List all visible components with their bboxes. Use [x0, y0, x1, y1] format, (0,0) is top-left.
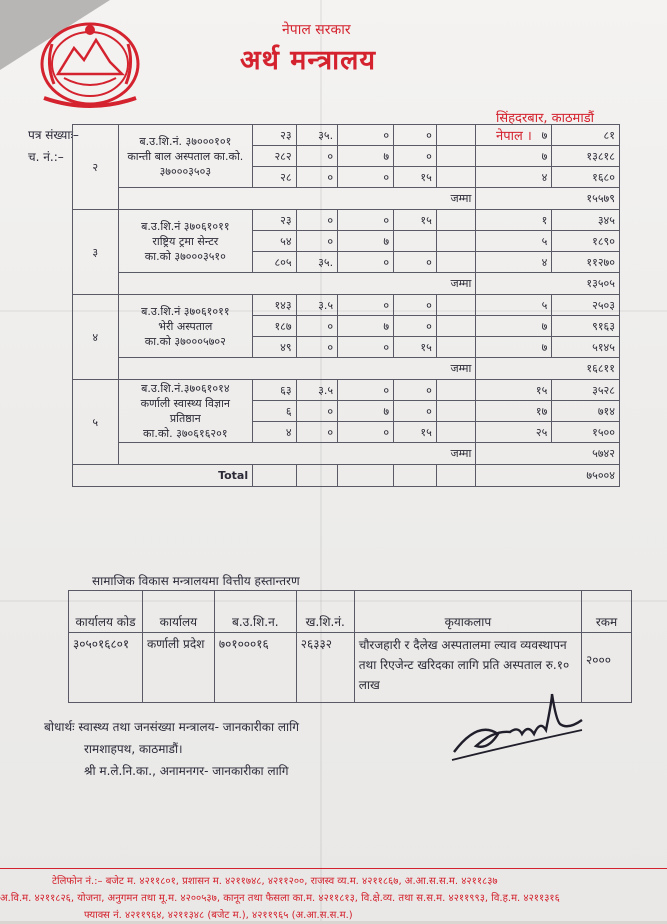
value-cell: १५: [394, 210, 437, 231]
hospital-name-line: ब.उ.शि.नं ३७०६१०११: [141, 304, 230, 318]
value-cell: ०: [338, 422, 394, 443]
hospital-name-line: भेरी अस्पताल: [158, 319, 213, 333]
value-cell: ७: [338, 231, 394, 252]
expense-code-cell: २६३३२: [296, 633, 354, 703]
table-header-cell: ख.शि.नं.: [296, 591, 354, 633]
value-cell: [436, 167, 476, 188]
subtotal-row: [73, 273, 620, 295]
empty-cell: [394, 465, 437, 487]
value-cell: ३४५: [552, 210, 620, 231]
footer-line: फ्याक्स नं. ४२११९६४, ४२११३४८ (बजेट म.), ४२११९६५ (अ.आ.स.स.म.): [84, 910, 353, 921]
value-cell: ३.५: [296, 295, 337, 316]
value-cell: ७: [338, 146, 394, 167]
value-cell: १५: [394, 422, 437, 443]
grand-total-row: [73, 465, 620, 487]
value-cell: ०: [338, 167, 394, 188]
value-cell: [436, 337, 476, 358]
value-cell: ०: [394, 401, 437, 422]
patra-sankhya-label: पत्र संख्याः–: [28, 128, 79, 142]
value-cell: १८७: [253, 316, 296, 337]
subtotal-row: [73, 443, 620, 465]
table-header-cell: कार्यालय: [142, 591, 214, 633]
value-cell: ०: [296, 167, 337, 188]
table-header-cell: ब.उ.शि.न.: [214, 591, 296, 633]
subtotal-label-cell: जम्मा: [118, 188, 476, 210]
footer-line: टेलिफोन नं.:– बजेट म. ४२११८०१, प्रशासन म. ४२११७४८, ४२११२००, राजस्व व्य.म. ४२११८६७, अ.आ.स.स.म. ४२११८३७: [52, 876, 498, 887]
value-cell: ४: [476, 167, 552, 188]
value-cell: ५: [476, 231, 552, 252]
value-cell: ५१४५: [552, 337, 620, 358]
hospital-name-line: कर्णाली स्वास्थ्य विज्ञान: [140, 397, 231, 410]
value-cell: ०: [296, 210, 337, 231]
value-cell: [436, 295, 476, 316]
notes-line: रामशाहपथ, काठमाडौं।: [84, 742, 183, 756]
value-cell: २३: [253, 125, 296, 146]
letterhead-footer: [0, 868, 667, 924]
hospital-name-line: प्रतिष्ठान: [169, 412, 201, 425]
value-cell: १७: [476, 401, 552, 422]
serial-number-cell: ४: [73, 295, 119, 380]
value-cell: ०: [394, 316, 437, 337]
value-cell: ५४: [253, 231, 296, 252]
value-cell: २५: [476, 422, 552, 443]
hospital-name-line: ३७०००३५०३: [159, 164, 212, 178]
allocation-table: [72, 124, 620, 487]
value-cell: १५: [394, 337, 437, 358]
grand-total-label: Total: [73, 465, 253, 487]
value-cell: १५: [394, 167, 437, 188]
hospital-name-cell: [118, 210, 253, 273]
hospital-name-line: का.को ३७०००३५१०: [144, 249, 226, 263]
transfer-section-title: सामाजिक विकास मन्त्रालयमा वित्तीय हस्तान्तरण: [92, 574, 300, 588]
value-cell: ७: [476, 316, 552, 337]
table-row: [73, 210, 620, 231]
value-cell: ०: [338, 295, 394, 316]
empty-cell: [436, 465, 476, 487]
value-cell: ०: [338, 210, 394, 231]
value-cell: २८२: [253, 146, 296, 167]
signature-icon: [448, 690, 588, 770]
value-cell: २८: [253, 167, 296, 188]
value-cell: ०: [338, 337, 394, 358]
subtotal-value-cell: १३५०५: [476, 273, 620, 295]
value-cell: ३५.: [296, 252, 337, 273]
subtotal-row: [73, 358, 620, 380]
subtotal-row: [73, 188, 620, 210]
empty-cell: [296, 465, 337, 487]
ministry-title: अर्थ मन्त्रालय: [240, 45, 377, 76]
table-header-cell: कृयाकलाप: [354, 591, 581, 633]
nepal-emblem-icon: [34, 14, 146, 110]
value-cell: ८१: [552, 125, 620, 146]
value-cell: ०: [296, 316, 337, 337]
value-cell: ०: [394, 252, 437, 273]
value-cell: [436, 125, 476, 146]
value-cell: ३५.: [296, 125, 337, 146]
budget-code-cell: ७०१०००१६: [214, 633, 296, 703]
hospital-name-cell: [118, 380, 253, 443]
value-cell: ०: [338, 380, 394, 401]
hospital-name-line: का.को ३७०००५७०२: [144, 334, 226, 348]
value-cell: [436, 231, 476, 252]
value-cell: १४३: [253, 295, 296, 316]
hospital-name-line: कान्ती बाल अस्पताल का.को.: [127, 149, 244, 163]
value-cell: ७: [476, 146, 552, 167]
table-header-row: [69, 591, 632, 633]
value-cell: ०: [296, 146, 337, 167]
table-header-cell: रकम: [582, 591, 632, 633]
value-cell: ०: [338, 252, 394, 273]
value-cell: [436, 380, 476, 401]
value-cell: ०: [296, 422, 337, 443]
value-cell: ०: [296, 337, 337, 358]
value-cell: ०: [394, 380, 437, 401]
value-cell: [436, 316, 476, 337]
value-cell: [436, 252, 476, 273]
subtotal-label-cell: जम्मा: [118, 358, 476, 380]
notes-line: स्वास्थ्य तथा जनसंख्या मन्त्रालय- जानकारीका लागि: [78, 720, 299, 734]
serial-number-cell: ३: [73, 210, 119, 295]
value-cell: [394, 231, 437, 252]
activity-cell: चौरजहारी र दैलेख अस्पतालमा ल्याव व्यवस्थापन तथा रिएजेन्ट खरिदका लागि प्रति अस्पताल रु.१० लाख: [354, 633, 581, 703]
value-cell: ०: [296, 231, 337, 252]
subtotal-label-cell: जम्मा: [118, 443, 476, 465]
value-cell: ९१६३: [552, 316, 620, 337]
value-cell: ८०५: [253, 252, 296, 273]
table-row: [73, 380, 620, 401]
value-cell: ४९: [253, 337, 296, 358]
value-cell: ०: [394, 146, 437, 167]
value-cell: ५: [476, 295, 552, 316]
hospital-name-cell: [118, 125, 253, 188]
value-cell: ७: [338, 316, 394, 337]
value-cell: १५००: [552, 422, 620, 443]
footer-line: अ.वि.म. ४२११८२६, योजना, अनुगमन तथा मू.म. ४२००५३७, कानून तथा फैसला का.म. ४२११८१३, वि.क्षे.व्य. तथा स.स.म. ४२११९९३, वि.ह.म. ४२११३१६: [0, 893, 560, 904]
table-row: [73, 295, 620, 316]
copy-to-notes: [44, 716, 299, 782]
amount-cell: २०००: [582, 633, 632, 703]
value-cell: ४: [253, 422, 296, 443]
hospital-name-line: राष्ट्रिय ट्रमा सेन्टर: [152, 234, 219, 248]
government-title: नेपाल सरकार: [282, 22, 351, 38]
value-cell: ६: [253, 401, 296, 422]
chalani-number-label: च. नं.:–: [28, 150, 64, 164]
empty-cell: [338, 465, 394, 487]
notes-line: श्री म.ले.नि.का., अनामनगर- जानकारीका लागि: [84, 764, 289, 778]
hospital-name-cell: [118, 295, 253, 358]
value-cell: ११२७०: [552, 252, 620, 273]
value-cell: ०: [394, 125, 437, 146]
value-cell: ७: [476, 337, 552, 358]
value-cell: १८९०: [552, 231, 620, 252]
office-cell: कर्णाली प्रदेश: [142, 633, 214, 703]
value-cell: १५: [476, 380, 552, 401]
serial-number-cell: ५: [73, 380, 119, 465]
subtotal-value-cell: १५५७९: [476, 188, 620, 210]
hospital-name-line: ब.उ.शि.नं ३७०६१०११: [141, 219, 230, 233]
subtotal-value-cell: १६८११: [476, 358, 620, 380]
address-line: सिंहदरबार, काठमाडौं: [496, 111, 595, 126]
serial-number-cell: २: [73, 125, 119, 210]
notes-label: बोधार्थः: [44, 720, 75, 734]
value-cell: ३.५: [296, 380, 337, 401]
value-cell: २३: [253, 210, 296, 231]
office-code-cell: ३०५०१६८०१: [69, 633, 143, 703]
hospital-name-line: ब.उ.शि.नं. ३७०००१०१: [139, 134, 232, 148]
value-cell: [436, 401, 476, 422]
value-cell: [436, 422, 476, 443]
transfer-table: [68, 590, 632, 703]
hospital-name-line: का.को. ३७०६१६२०१: [143, 427, 228, 440]
value-cell: ६३: [253, 380, 296, 401]
value-cell: ७१४: [552, 401, 620, 422]
value-cell: १६८०: [552, 167, 620, 188]
subtotal-label-cell: जम्मा: [118, 273, 476, 295]
address-line: नेपाल ।: [496, 129, 532, 144]
value-cell: ०: [296, 401, 337, 422]
value-cell: १: [476, 210, 552, 231]
table-row: [73, 125, 620, 146]
value-cell: ७: [476, 125, 552, 146]
grand-total-value: ७५००४: [476, 465, 620, 487]
empty-cell: [253, 465, 296, 487]
hospital-name-line: ब.उ.शि.नं.३७०६१०१४: [141, 382, 230, 395]
value-cell: [436, 146, 476, 167]
value-cell: [436, 210, 476, 231]
value-cell: ४: [476, 252, 552, 273]
subtotal-value-cell: ५७४२: [476, 443, 620, 465]
value-cell: २५०३: [552, 295, 620, 316]
value-cell: ०: [394, 295, 437, 316]
value-cell: ७: [338, 401, 394, 422]
value-cell: १३८१८: [552, 146, 620, 167]
table-header-cell: कार्यालय कोड: [69, 591, 143, 633]
value-cell: ०: [338, 125, 394, 146]
value-cell: ३५२८: [552, 380, 620, 401]
